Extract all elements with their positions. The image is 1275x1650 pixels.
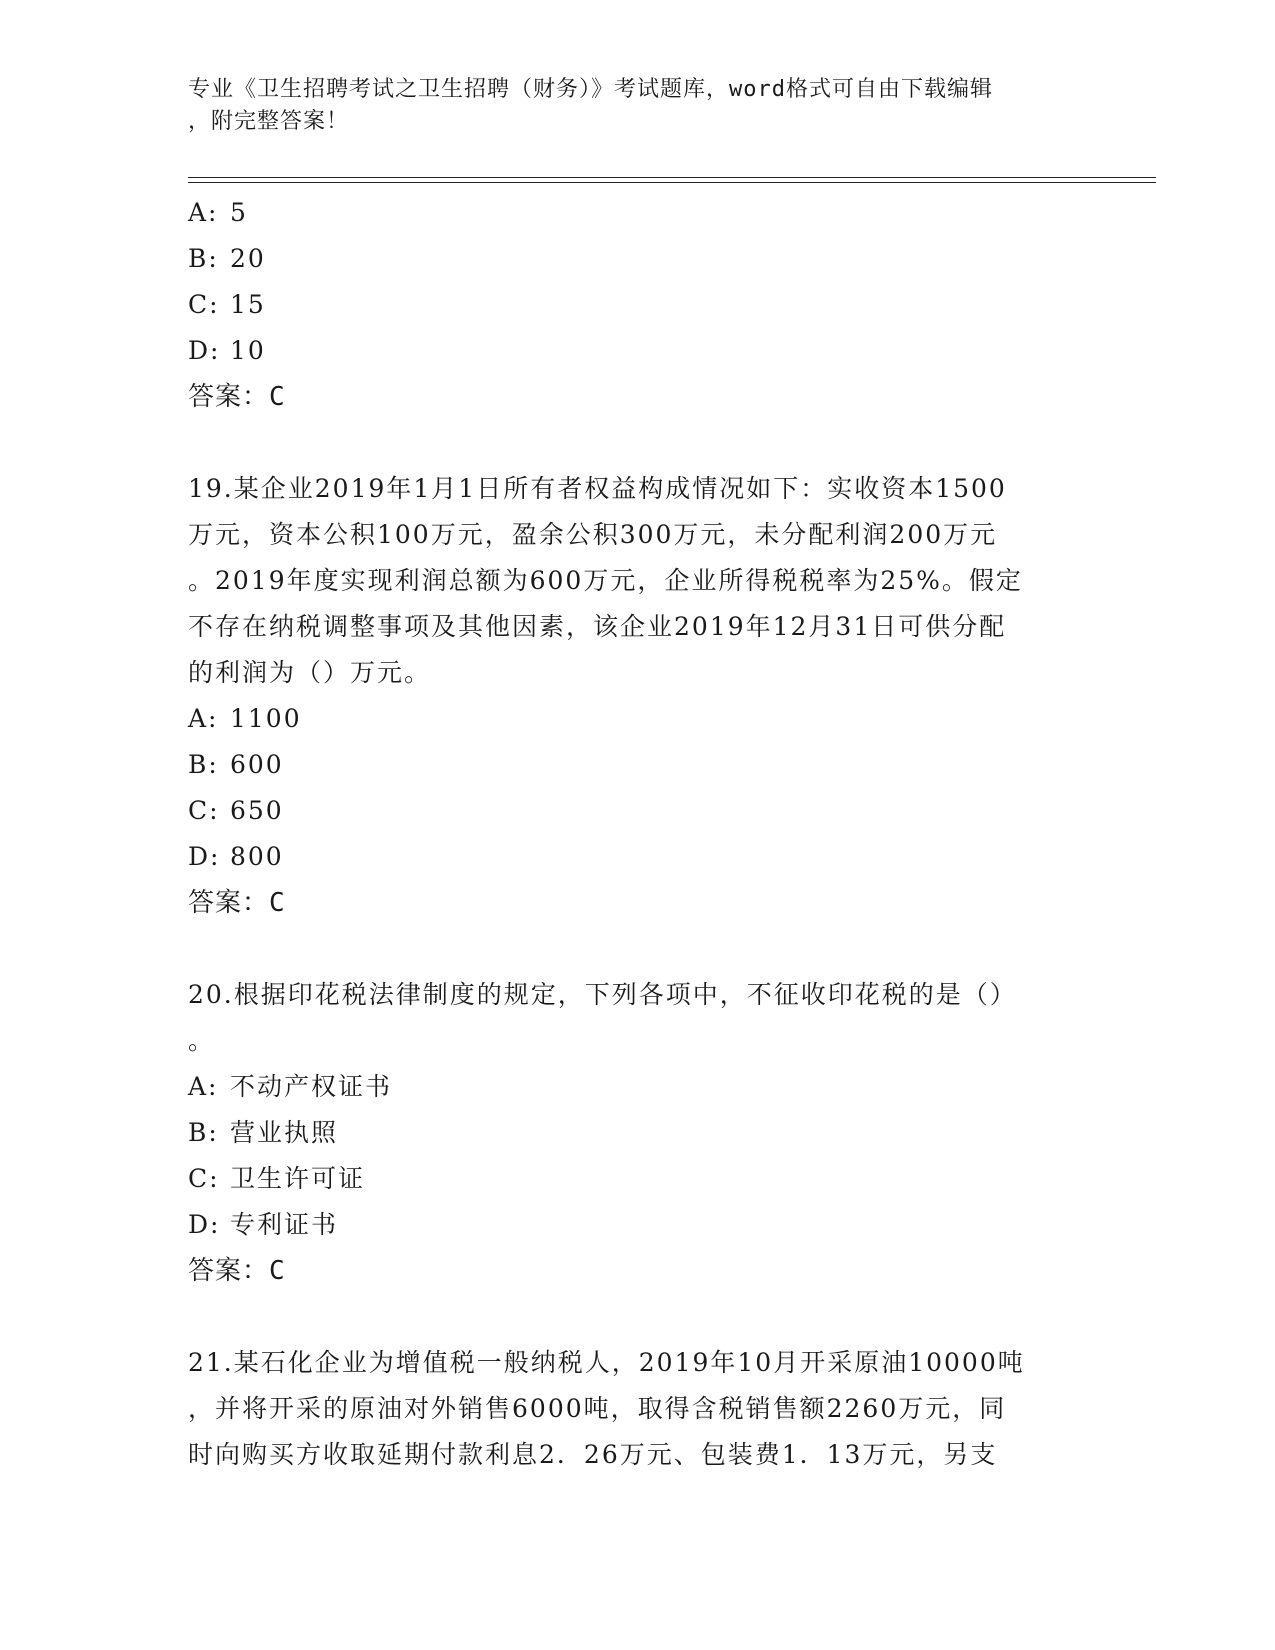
header-divider-bottom: [188, 182, 1156, 183]
option-d: D: 10: [188, 336, 266, 365]
option-b: B: 20: [188, 244, 266, 273]
question-stem: [188, 972, 1088, 1064]
stem-line: 19.某企业2019年1月1日所有者权益构成情况如下：实收资本1500: [188, 474, 1007, 503]
stem-line: ，并将开采的原油对外销售6000吨，取得含税销售额2260万元，同: [188, 1394, 1007, 1423]
option-d: D: 专利证书: [188, 1210, 339, 1239]
stem-line: 21.某石化企业为增值税一般纳税人，2019年10月开采原油10000吨: [188, 1348, 1025, 1377]
stem-line: 20.根据印花税法律制度的规定，下列各项中，不征收印花税的是（）: [188, 980, 1017, 1009]
header-divider-top: [188, 177, 1156, 178]
stem-line: 。: [188, 1026, 216, 1055]
header-line-1: 专业《卫生招聘考试之卫生招聘（财务）》考试题库，word格式可自由下载编辑: [188, 77, 993, 102]
answer-line: 答案：C: [188, 382, 286, 412]
stem-line: 。2019年度实现利润总额为600万元，企业所得税税率为25%。假定: [188, 566, 1023, 595]
question-list: [188, 190, 1088, 1478]
question-stem: [188, 1340, 1088, 1478]
option-c: C: 15: [188, 290, 266, 319]
question-19: [188, 466, 1088, 926]
stem-line: 时向购买方收取延期付款利息2．26万元、包装费1．13万元，另支: [188, 1440, 998, 1469]
option-a: A: 不动产权证书: [188, 1072, 393, 1101]
question-stem: [188, 466, 1088, 696]
option-b: B: 600: [188, 750, 284, 779]
stem-line: 万元，资本公积100万元，盈余公积300万元，未分配利润200万元: [188, 520, 998, 549]
question-18-continued: [188, 190, 1088, 420]
spacer: [188, 1294, 1088, 1340]
option-c: C: 卫生许可证: [188, 1164, 366, 1193]
document-header: [188, 74, 1068, 138]
answer-line: 答案：C: [188, 888, 286, 918]
option-b: B: 营业执照: [188, 1118, 339, 1147]
stem-line: 不存在纳税调整事项及其他因素，该企业2019年12月31日可供分配: [188, 612, 1007, 641]
spacer: [188, 420, 1088, 466]
option-d: D: 800: [188, 842, 284, 871]
question-21: [188, 1340, 1088, 1478]
option-c: C: 650: [188, 796, 284, 825]
option-a: A: 1100: [188, 704, 302, 733]
option-a: A: 5: [188, 198, 248, 227]
answer-line: 答案：C: [188, 1256, 286, 1286]
stem-line: 的利润为（）万元。: [188, 658, 432, 687]
spacer: [188, 926, 1088, 972]
question-20: [188, 972, 1088, 1294]
header-line-2: ，附完整答案！: [188, 109, 350, 134]
